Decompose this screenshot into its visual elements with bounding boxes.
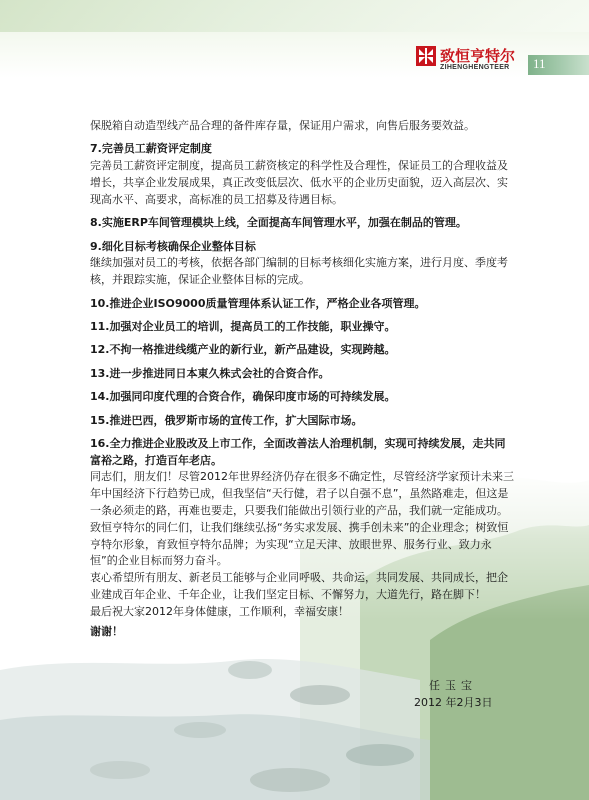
paragraph: 同志们，朋友们！尽管2012年世界经济仍存在很多不确定性，尽管经济学家预计未来三年中国经济下行趋势已成，但我坚信“天行健，君子以自强不息”，虽然路难走，但这是一条必须走的路，再难也要走，只要我们能做出引领行业的产品，我们就一定能成功。 — [90, 470, 514, 518]
paragraph: 完善员工薪资评定制度，提高员工薪资核定的科学性及合理性，保证员工的合理收益及增长，共享企业发展成果，真正改变低层次、低水平的企业历史面貌，迈入高层次、实现高水平、高要求，高标准的员工招募及待遇目标。 — [90, 159, 508, 206]
letter-body — [90, 118, 515, 621]
paragraph: 最后祝大家2012年身体健康，工作顺利，幸福安康！ — [90, 604, 349, 618]
section-heading: 16.全力推进企业股改及上市工作，全面改善法人治理机制，实现可持续发展，走共同富裕之路，打造百年老店。 — [90, 436, 506, 467]
paragraph: 保脱箱自动造型线产品合理的备件库存量，保证用户需求，向售后服务要效益。 — [90, 119, 475, 132]
section-heading: 9.细化目标考核确保企业整体目标 — [90, 239, 256, 253]
brand-name-cn: 致恒亨特尔 — [440, 47, 516, 65]
signature-date: 2012 年2月3日 — [414, 696, 493, 709]
paragraph: 继续加强对员工的考核，依据各部门编制的目标考核细化实施方案，进行月度、季度考核，并跟踪实施，保证企业整体目标的完成。 — [90, 256, 508, 287]
section-heading: 7.完善员工薪资评定制度 — [90, 142, 212, 156]
brand-mark-icon — [416, 46, 436, 66]
signature-name: 任玉宝 — [429, 679, 477, 692]
section-heading: 15.推进巴西，俄罗斯市场的宣传工作，扩大国际市场。 — [90, 413, 363, 427]
brand-name-en: ZIHENGHENGTEER — [440, 64, 510, 71]
section-heading: 11.加强对企业员工的培训，提高员工的工作技能，职业操守。 — [90, 319, 396, 333]
brand-logo — [416, 45, 528, 75]
paragraph: 衷心希望所有朋友、新老员工能够与企业同呼吸、共命运，共同发展、共同成长，把企业建成百年企业、千年企业，让我们坚定目标、不懈努力，大道先行，路在脚下！ — [90, 571, 508, 602]
section-heading: 12.不拘一格推进线缆产业的新行业，新产品建设，实现跨越。 — [90, 343, 396, 357]
paragraph: 致恒亨特尔的同仁们，让我们继续弘扬“务实求发展、携手创未来”的企业理念；树致恒亨特尔形象，育致恒亨特尔品牌；为实现“立足天津、放眼世界、服务行业、致力永恒”的企业目标而努力奋斗。 — [90, 520, 509, 568]
section-heading: 14.加强同印度代理的合资合作，确保印度市场的可持续发展。 — [90, 390, 396, 404]
signature-block — [414, 677, 493, 711]
page-number: 11 — [533, 56, 546, 71]
section-heading: 13.进一步推进同日本東久株式会社的合资合作。 — [90, 366, 330, 380]
section-heading: 8.实施ERP车间管理模块上线，全面提高车间管理水平，加强在制品的管理。 — [90, 216, 467, 230]
closing-thanks: 谢谢！ — [90, 625, 123, 638]
page-number-tab — [528, 55, 589, 75]
header-gradient-band — [0, 0, 589, 32]
section-heading: 10.推进企业ISO9000质量管理体系认证工作，严格企业各项管理。 — [90, 296, 426, 310]
